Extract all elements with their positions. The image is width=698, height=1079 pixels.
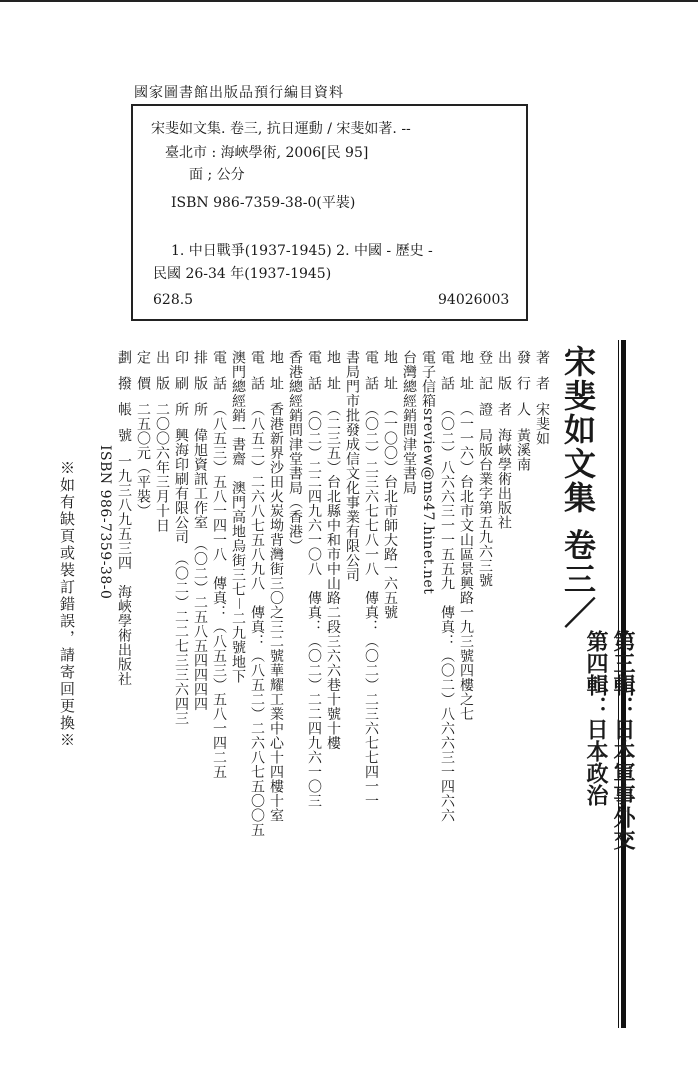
- colophon-row: [477, 350, 493, 588]
- colophon-label: 劃撥帳號: [116, 350, 132, 454]
- series-subtitle-4: 第四輯：日本政治: [583, 630, 608, 806]
- top-rule: [0, 0, 698, 2]
- colophon-value: 問津堂書局: [401, 422, 417, 495]
- colophon-value: 海峽學術出版社: [496, 428, 512, 530]
- colophon-value: （八五二）二六八七五八九八 傳真：（八五二）二六八七五〇〇五: [249, 402, 265, 837]
- colophon-value: 二五〇元（平裝）: [135, 402, 151, 518]
- colophon-row: [458, 350, 474, 721]
- colophon-value: （八五三）五八一四一八 傳真：（八五三）五八一四二五: [211, 402, 227, 779]
- colophon-row: [515, 350, 531, 472]
- colophon-row: [420, 350, 436, 594]
- colophon-value: （〇二）二三六七七八一八 傳真：（〇二）二三六七七四一一: [363, 402, 379, 808]
- colophon-value: （〇二）二二四九六一〇八 傳真：（〇二）二二四九六一〇三: [306, 402, 322, 808]
- colophon-label: 電話: [249, 350, 265, 402]
- colophon-label: 香港總經銷: [287, 350, 303, 423]
- colophon-value: 成信文化事業有限公司: [344, 437, 360, 582]
- colophon-row: [211, 350, 227, 779]
- colophon-label: 電話: [306, 350, 322, 402]
- colophon-value: （〇二）八六六三一一五五九 傳真：（〇二）八六六三一四六六: [439, 402, 455, 823]
- colophon-label: 著者: [534, 350, 550, 402]
- colophon-label: 登記證: [477, 350, 493, 428]
- colophon-value: （一一六）台北市文山區景興路一九三號四樓之七: [458, 402, 474, 721]
- colophon-isbn: ISBN 986-7359-38-0: [97, 445, 113, 600]
- colophon-row: [116, 350, 132, 686]
- colophon-label: 地址: [325, 350, 341, 402]
- colophon-row: [287, 350, 303, 553]
- cip-line-pages: 面 ; 公分: [189, 167, 245, 183]
- colophon-label: 排版所: [192, 350, 208, 428]
- cip-line-period: 民國 26-34 年(1937-1945): [153, 266, 332, 282]
- colophon-value: sreview@ms47.hinet.net: [420, 408, 436, 595]
- cip-record-number: 94026003: [438, 292, 510, 308]
- replacement-notice: ※如有缺頁或裝訂錯誤，請寄回更換※: [58, 460, 76, 749]
- colophon-label: 書局門市批發: [344, 350, 360, 437]
- colophon-label: 出版: [154, 350, 170, 402]
- colophon-value: （二三五）台北縣中和市中山路二段三六六巷十號十樓: [325, 402, 341, 750]
- colophon-value: 一九三八九五三四 海峽學術出版社: [116, 454, 132, 686]
- colophon-value: 局版台業字第五九六三號: [477, 428, 493, 588]
- colophon-row: [135, 350, 151, 518]
- colophon-row: [268, 350, 284, 823]
- colophon-label: 電話: [439, 350, 455, 402]
- colophon-row: [97, 445, 113, 599]
- colophon-label: 台灣總經銷: [401, 350, 417, 423]
- colophon-value: 問津堂書局（香港）: [287, 422, 303, 553]
- series-subtitle-3: 第三輯：日本軍事外交: [610, 630, 635, 850]
- cip-class-number: 628.5: [153, 292, 194, 308]
- cip-line-isbn: ISBN 986-7359-38-0(平裝): [171, 195, 356, 211]
- cip-record-box: [131, 104, 528, 321]
- colophon-row: [496, 350, 512, 530]
- colophon-value: 二〇〇六年三月十日: [154, 402, 170, 533]
- colophon-value: 宋斐如: [534, 402, 550, 446]
- cip-line-title: 宋斐如文集. 卷三, 抗日運動 / 宋斐如著. --: [151, 121, 411, 137]
- colophon-value: 偉旭資訊工作室 （〇二）二五八五四四四四: [192, 428, 208, 711]
- colophon-row: [401, 350, 417, 495]
- colophon-label: 出版者: [496, 350, 512, 428]
- colophon-row: [534, 350, 550, 446]
- colophon-value: 興海印刷有限公司 （〇二）二二七三三六四三: [173, 428, 189, 726]
- colophon-value: （一〇〇）台北市師大路一六五號: [382, 402, 398, 620]
- colophon-row: [344, 350, 360, 582]
- colophon-row: [363, 350, 379, 808]
- cip-heading: 國家圖書館出版品預行編目資料: [134, 85, 344, 101]
- colophon-label: 發行人: [515, 350, 531, 428]
- colophon-value: 一書齋 澳門高地烏街三七－二九號地下: [230, 422, 246, 684]
- cip-line-publisher: 臺北市 : 海峽學術, 2006[民 95]: [165, 145, 369, 161]
- colophon-row: [192, 350, 208, 711]
- colophon-label: 電話: [363, 350, 379, 402]
- colophon-row: [173, 350, 189, 726]
- colophon-label: 地址: [382, 350, 398, 402]
- colophon-row: [249, 350, 265, 837]
- colophon-label: 地址: [458, 350, 474, 402]
- cip-line-subjects: 1. 中日戰爭(1937-1945) 2. 中國 - 歷史 -: [171, 243, 433, 259]
- colophon-label: 電子信箱: [420, 350, 436, 408]
- colophon-value: 香港新界沙田火炭坳背灣街三〇之三二號華耀工業中心十四樓十室: [268, 402, 284, 823]
- colophon-row: [325, 350, 341, 750]
- colophon-row: [382, 350, 398, 620]
- colophon-label: 印刷所: [173, 350, 189, 428]
- colophon-label: 定價: [135, 350, 151, 402]
- colophon-label: 澳門總經銷: [230, 350, 246, 423]
- series-title: 宋斐如文集 卷三／: [559, 345, 597, 631]
- colophon-value: 黃溪南: [515, 428, 531, 472]
- colophon-row: [306, 350, 322, 808]
- colophon-row: [154, 350, 170, 533]
- colophon-label: 地址: [268, 350, 284, 402]
- colophon-row: [230, 350, 246, 684]
- colophon-row: [439, 350, 455, 823]
- colophon-label: 電話: [211, 350, 227, 402]
